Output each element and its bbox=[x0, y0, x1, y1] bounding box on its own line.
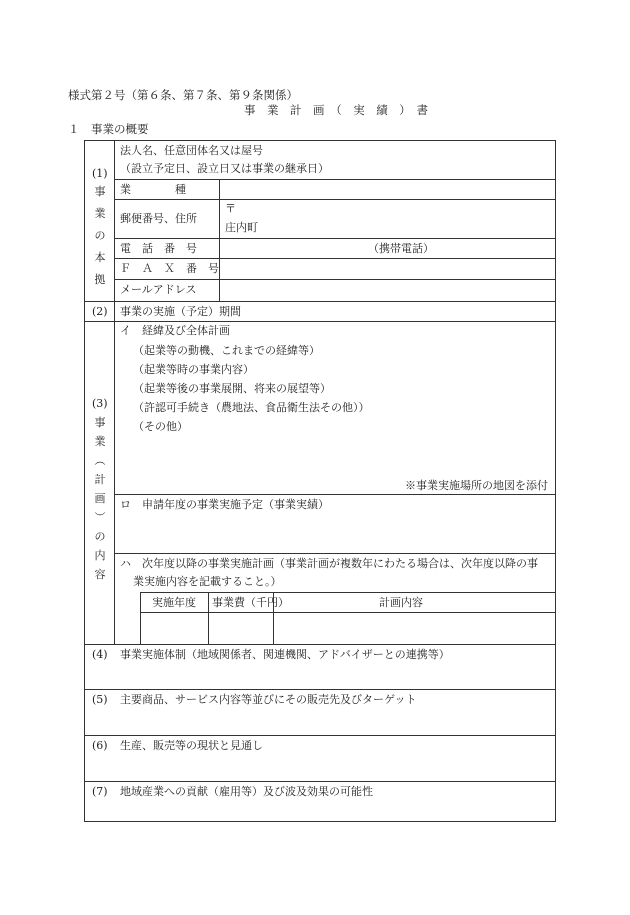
s1-row-line-4 bbox=[114, 258, 556, 259]
s4-bottom-line bbox=[84, 689, 556, 690]
s6-bottom-line bbox=[84, 781, 556, 782]
table-top-border bbox=[84, 140, 556, 141]
s1-number: (1) bbox=[92, 167, 108, 180]
s6-number: (6) bbox=[92, 739, 108, 752]
s1-phone-label: 電 話 番 号 bbox=[120, 242, 197, 255]
s7-label: 地域産業への貢献（雇用等）及び波及効果の可能性 bbox=[120, 785, 373, 798]
ha-table-left-border bbox=[140, 592, 141, 644]
s1-row-line-5 bbox=[114, 279, 556, 280]
s6-label: 生産、販売等の現状と見通し bbox=[120, 739, 263, 752]
table-left-border bbox=[84, 140, 85, 821]
ha-table-header-line bbox=[140, 612, 556, 613]
s2-label: 事業の実施（予定）期間 bbox=[120, 305, 241, 318]
s3-i-item-4: （許認可手続き（農地法、食品衛生法その他）） bbox=[133, 401, 370, 414]
ha-table-top-border bbox=[140, 592, 556, 593]
s1-row-line-2 bbox=[114, 199, 556, 200]
s7-number: (7) bbox=[92, 785, 108, 798]
s1-fax-label: Ｆ Ａ Ｘ 番 号 bbox=[120, 262, 219, 275]
s3-i-item-5: （その他） bbox=[133, 420, 188, 433]
s1-number-column-divider bbox=[114, 140, 115, 301]
form-title: 事 業 計 画 （ 実 績 ） 書 bbox=[244, 103, 428, 117]
s4-label: 事業実施体制（地域関係者、関連機関、アドバイザーとの連携等） bbox=[120, 648, 450, 661]
s1-bottom-line bbox=[84, 301, 556, 302]
s1-town: 庄内町 bbox=[225, 221, 258, 234]
section-1-heading: １ 事業の概要 bbox=[68, 122, 149, 136]
s3-i-bottom-line bbox=[114, 494, 556, 495]
s1-industry-label: 業 種 bbox=[120, 183, 186, 196]
s1-vertical-label: 事 業 の 本 拠 bbox=[94, 185, 106, 286]
s2-number: (2) bbox=[92, 305, 108, 318]
s3-vertical-label: 事 業 ︵ 計 画 ︶ の 内 容 bbox=[94, 416, 106, 581]
s5-label: 主要商品、サービス内容等並びにその販売先及びターゲット bbox=[120, 693, 417, 706]
s1-mobile-label: （携帯電話） bbox=[368, 242, 434, 255]
s3-ro-title: ロ 申請年度の事業実施予定（事業実績） bbox=[120, 498, 329, 511]
s3-number: (3) bbox=[92, 397, 108, 410]
s1-email-label: メールアドレス bbox=[120, 283, 197, 296]
s1-label-column-divider bbox=[219, 179, 220, 301]
s5-bottom-line bbox=[84, 735, 556, 736]
s2-bottom-line bbox=[84, 321, 556, 322]
s3-i-title: イ 経緯及び全体計画 bbox=[120, 324, 230, 337]
s3-ha-title-line1: ハ 次年度以降の事業実施計画（事業計画が複数年にわたる場合は、次年度以降の事 bbox=[120, 557, 538, 570]
s3-bottom-line bbox=[84, 644, 556, 645]
s3-i-item-2: （起業等時の事業内容） bbox=[133, 363, 254, 376]
form-header: 様式第２号（第６条、第７条、第９条関係） bbox=[68, 88, 298, 102]
ha-table-header-year: 実施年度 bbox=[152, 596, 196, 609]
s1-name-sublabel: （設立予定日、設立日又は事業の継承日） bbox=[120, 162, 329, 175]
table-bottom-border bbox=[84, 821, 556, 822]
s3-i-item-1: （起業等の動機、これまでの経緯等） bbox=[133, 344, 320, 357]
s3-ro-bottom-line bbox=[114, 553, 556, 554]
s3-i-item-3: （起業等後の事業展開、将来の展望等） bbox=[133, 382, 331, 395]
ha-table-header-plan: 計画内容 bbox=[379, 596, 423, 609]
s3-i-note: ※事業実施場所の地図を添付 bbox=[405, 479, 548, 492]
s3-number-column-divider bbox=[114, 321, 115, 644]
s4-number: (4) bbox=[92, 648, 108, 661]
s1-address-label: 郵便番号、住所 bbox=[120, 212, 197, 225]
s1-row-line-1 bbox=[114, 179, 556, 180]
ha-table-col-divider-1 bbox=[208, 592, 209, 644]
ha-table-header-cost: 事業費（千円） bbox=[212, 596, 289, 609]
s3-ha-title-line2: 業実施内容を記載すること。） bbox=[133, 575, 282, 588]
s1-name-label: 法人名、任意団体名又は屋号 bbox=[120, 144, 263, 157]
s2-column-divider bbox=[114, 301, 115, 321]
s5-number: (5) bbox=[92, 693, 108, 706]
s1-postal-mark: 〒 bbox=[225, 202, 236, 215]
s1-row-line-3 bbox=[114, 238, 556, 239]
table-right-border bbox=[555, 140, 556, 821]
